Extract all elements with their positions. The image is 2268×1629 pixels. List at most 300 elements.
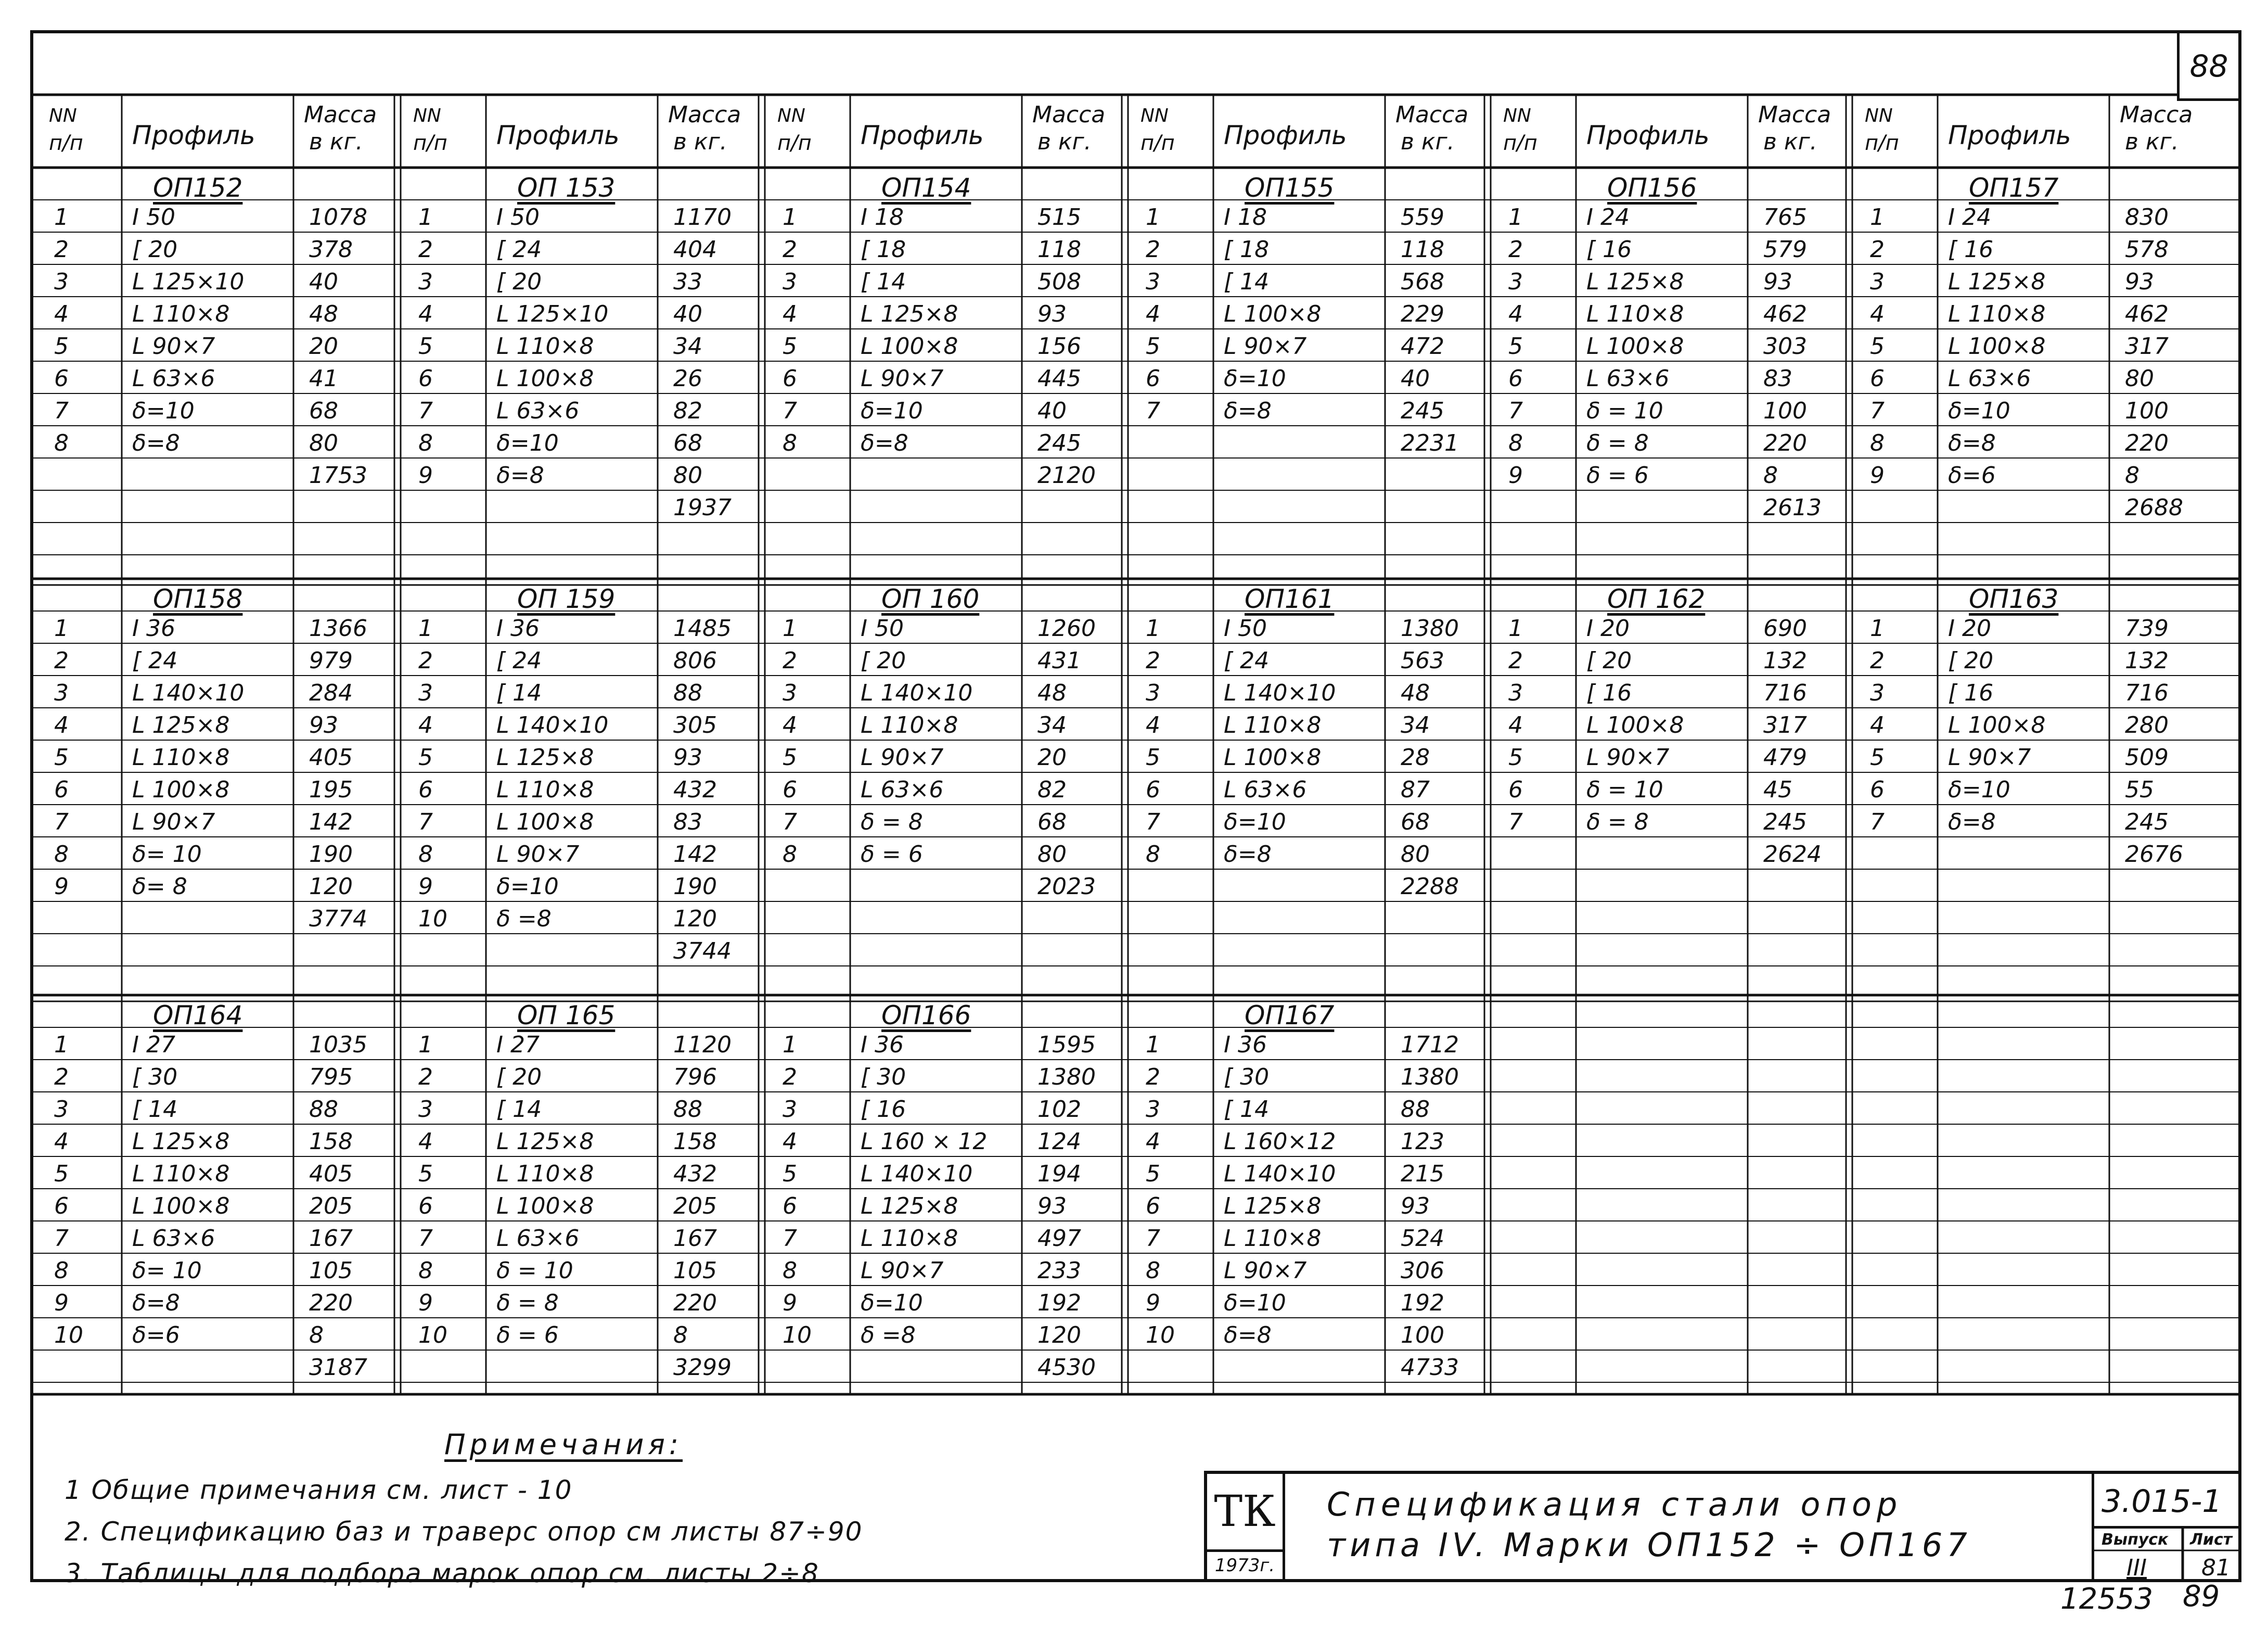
row-profile: [ 20 xyxy=(861,647,906,674)
header-nn: NN xyxy=(777,105,805,126)
row-number: 6 xyxy=(1146,777,1160,803)
row-profile: L 63×6 xyxy=(496,1225,580,1252)
row-number: 9 xyxy=(54,873,69,900)
row-number: 5 xyxy=(1870,333,1885,360)
row-mass: 2120 xyxy=(1037,462,1096,489)
header-nn-sub: п/п xyxy=(49,131,83,155)
row-number: 4 xyxy=(418,1128,433,1155)
row-mass: 462 xyxy=(1763,301,1807,327)
row-profile: [ 20 xyxy=(496,269,542,295)
row-profile: L 110×8 xyxy=(496,333,594,360)
row-profile: L 100×8 xyxy=(861,333,958,360)
row-number: 5 xyxy=(418,744,433,771)
row-number: 6 xyxy=(1870,365,1885,392)
row-profile: δ = 10 xyxy=(1586,777,1663,803)
row-number: 4 xyxy=(1146,1128,1160,1155)
row-number: 7 xyxy=(54,1225,69,1252)
row-mass: 132 xyxy=(1763,647,1807,674)
row-profile: L 90×7 xyxy=(1948,744,2031,771)
row-mass: 2288 xyxy=(1401,873,1459,900)
row-profile: δ=8 xyxy=(132,430,180,456)
block-title: ОП155 xyxy=(1245,173,1335,203)
block-title: ОП161 xyxy=(1245,584,1335,614)
row-mass: 229 xyxy=(1401,301,1444,327)
row-number: 8 xyxy=(1146,1257,1160,1284)
row-number: 1 xyxy=(1146,615,1160,642)
header-nn-sub: п/п xyxy=(1141,131,1175,155)
block-title: ОП154 xyxy=(881,173,971,203)
row-profile: δ=10 xyxy=(496,430,559,456)
row-mass: 190 xyxy=(673,873,717,900)
row-mass: 432 xyxy=(673,777,717,803)
row-mass: 431 xyxy=(1037,647,1081,674)
block-title: ОП156 xyxy=(1607,173,1697,203)
row-number: 3 xyxy=(783,269,797,295)
header-mass-unit: в кг. xyxy=(673,129,727,155)
header-mass-unit: в кг. xyxy=(1401,129,1455,155)
row-mass: 105 xyxy=(673,1257,717,1284)
row-number: 1 xyxy=(783,1032,797,1058)
row-mass: 1937 xyxy=(673,494,732,521)
row-profile: L 63×6 xyxy=(132,365,215,392)
row-number: 5 xyxy=(54,333,69,360)
row-profile: L 125×8 xyxy=(1586,269,1684,295)
row-mass: 40 xyxy=(1401,365,1430,392)
row-profile: L 90×7 xyxy=(1224,1257,1307,1284)
row-mass: 68 xyxy=(309,398,338,424)
header-mass: Масса xyxy=(1395,101,1469,128)
row-profile: L 110×8 xyxy=(132,744,230,771)
row-number: 1 xyxy=(1870,204,1885,231)
row-profile: [ 14 xyxy=(1224,269,1270,295)
row-mass: 20 xyxy=(309,333,338,360)
row-mass: 8 xyxy=(1763,462,1778,489)
row-number: 10 xyxy=(418,906,447,932)
row-number: 7 xyxy=(54,398,69,424)
row-mass: 4733 xyxy=(1401,1354,1459,1381)
block-title: ОП 159 xyxy=(517,584,616,614)
row-number: 1 xyxy=(54,1032,69,1058)
row-number: 8 xyxy=(1870,430,1885,456)
header-nn: NN xyxy=(1141,105,1169,126)
row-mass: 795 xyxy=(309,1064,353,1090)
row-profile: δ = 8 xyxy=(1586,809,1649,835)
row-profile: I 18 xyxy=(1224,204,1267,231)
row-number: 4 xyxy=(1146,712,1160,739)
row-mass: 579 xyxy=(1763,236,1807,263)
row-profile: δ = 10 xyxy=(1586,398,1663,424)
row-number: 7 xyxy=(783,1225,797,1252)
block-title: ОП152 xyxy=(153,173,243,203)
issue-value: III xyxy=(2126,1555,2147,1581)
sheet-label: Лист xyxy=(2190,1531,2233,1549)
row-mass: 317 xyxy=(1763,712,1807,739)
row-profile: δ=10 xyxy=(1224,365,1286,392)
row-number: 3 xyxy=(1146,1096,1160,1123)
row-number: 2 xyxy=(783,1064,797,1090)
row-mass: 378 xyxy=(309,236,353,263)
row-mass: 245 xyxy=(1037,430,1081,456)
row-number: 9 xyxy=(1146,1290,1160,1316)
row-number: 4 xyxy=(418,301,433,327)
row-profile: I 50 xyxy=(861,615,904,642)
row-profile: δ = 6 xyxy=(1586,462,1649,489)
row-mass: 317 xyxy=(2125,333,2169,360)
row-number: 7 xyxy=(418,398,433,424)
row-mass: 716 xyxy=(2125,680,2169,706)
row-profile: [ 24 xyxy=(496,236,542,263)
row-mass: 68 xyxy=(1401,809,1430,835)
row-number: 9 xyxy=(1870,462,1885,489)
notes-title: Примечания: xyxy=(444,1428,683,1461)
row-number: 8 xyxy=(783,1257,797,1284)
row-profile: δ= 8 xyxy=(132,873,187,900)
row-mass: 1260 xyxy=(1037,615,1096,642)
row-mass: 1035 xyxy=(309,1032,367,1058)
row-mass: 405 xyxy=(309,1161,353,1187)
row-number: 4 xyxy=(1870,712,1885,739)
row-mass: 1595 xyxy=(1037,1032,1096,1058)
row-number: 4 xyxy=(54,712,69,739)
row-mass: 26 xyxy=(673,365,702,392)
row-mass: 87 xyxy=(1401,777,1430,803)
row-number: 2 xyxy=(54,236,69,263)
row-mass: 462 xyxy=(2125,301,2169,327)
row-profile: L 90×7 xyxy=(496,841,580,868)
row-mass: 194 xyxy=(1037,1161,1081,1187)
row-mass: 93 xyxy=(673,744,702,771)
row-profile: I 18 xyxy=(861,204,904,231)
row-mass: 80 xyxy=(673,462,702,489)
row-number: 9 xyxy=(1508,462,1523,489)
row-profile: L 100×8 xyxy=(1586,333,1684,360)
row-profile: L 90×7 xyxy=(861,744,944,771)
header-mass: Масса xyxy=(1032,101,1106,128)
row-profile: L 110×8 xyxy=(1224,1225,1322,1252)
row-mass: 578 xyxy=(2125,236,2169,263)
row-number: 3 xyxy=(1146,680,1160,706)
row-profile: L 90×7 xyxy=(861,1257,944,1284)
row-profile: δ=10 xyxy=(861,1290,923,1316)
block-title: ОП166 xyxy=(881,1000,971,1030)
row-number: 2 xyxy=(54,647,69,674)
row-number: 3 xyxy=(1508,680,1523,706)
stamp-title-line2: типа IV. Марки ОП152 ÷ ОП167 xyxy=(1327,1526,1971,1564)
row-profile: L 125×8 xyxy=(496,1128,594,1155)
row-profile: L 90×7 xyxy=(1586,744,1670,771)
footer-number: 12553 xyxy=(2060,1582,2154,1616)
row-mass: 765 xyxy=(1763,204,1807,231)
row-number: 1 xyxy=(1870,615,1885,642)
note-3: 3. Таблицы для подбора марок опор см. листы 2÷8 xyxy=(65,1558,819,1588)
row-profile: δ = 8 xyxy=(861,809,923,835)
row-profile: I 27 xyxy=(496,1032,540,1058)
title-block xyxy=(1204,1471,2238,1579)
row-profile: L 63×6 xyxy=(496,398,580,424)
row-mass: 303 xyxy=(1763,333,1807,360)
row-profile: L 125×10 xyxy=(132,269,245,295)
header-nn: NN xyxy=(1865,105,1893,126)
row-mass: 118 xyxy=(1401,236,1444,263)
row-profile: L 63×6 xyxy=(1948,365,2031,392)
header-profile: Профиль xyxy=(1948,120,2071,150)
header-profile: Профиль xyxy=(132,120,255,150)
row-profile: L 63×6 xyxy=(1224,777,1307,803)
row-mass: 1485 xyxy=(673,615,732,642)
row-number: 3 xyxy=(54,1096,69,1123)
row-mass: 83 xyxy=(673,809,702,835)
row-mass: 93 xyxy=(1401,1193,1430,1219)
row-number: 5 xyxy=(54,744,69,771)
footer-page: 89 xyxy=(2183,1580,2220,1613)
row-number: 8 xyxy=(418,430,433,456)
row-mass: 233 xyxy=(1037,1257,1081,1284)
row-number: 3 xyxy=(1508,269,1523,295)
row-mass: 245 xyxy=(1401,398,1444,424)
row-profile: δ=8 xyxy=(496,462,544,489)
row-profile: L 100×8 xyxy=(1948,333,2046,360)
row-profile: L 125×8 xyxy=(861,301,958,327)
row-mass: 68 xyxy=(1037,809,1067,835)
note-2: 2. Спецификацию баз и траверс опор см листы 87÷90 xyxy=(65,1517,863,1547)
row-mass: 167 xyxy=(309,1225,353,1252)
row-profile: δ = 8 xyxy=(1586,430,1649,456)
row-mass: 190 xyxy=(309,841,353,868)
row-mass: 55 xyxy=(2125,777,2154,803)
row-number: 4 xyxy=(1870,301,1885,327)
row-number: 8 xyxy=(1146,841,1160,868)
row-profile: [ 14 xyxy=(861,269,906,295)
row-mass: 93 xyxy=(309,712,338,739)
row-mass: 142 xyxy=(673,841,717,868)
row-mass: 404 xyxy=(673,236,717,263)
row-number: 6 xyxy=(418,777,433,803)
row-mass: 1753 xyxy=(309,462,367,489)
row-profile: L 63×6 xyxy=(1586,365,1670,392)
row-mass: 472 xyxy=(1401,333,1444,360)
row-profile: I 24 xyxy=(1586,204,1630,231)
row-number: 1 xyxy=(54,615,69,642)
row-number: 3 xyxy=(783,1096,797,1123)
row-number: 9 xyxy=(418,873,433,900)
row-mass: 88 xyxy=(673,1096,702,1123)
row-number: 6 xyxy=(1508,777,1523,803)
row-mass: 1170 xyxy=(673,204,732,231)
row-mass: 82 xyxy=(673,398,702,424)
row-mass: 568 xyxy=(1401,269,1444,295)
row-profile: [ 14 xyxy=(132,1096,178,1123)
header-nn-sub: п/п xyxy=(777,131,812,155)
row-profile: L 100×8 xyxy=(132,777,230,803)
row-mass: 28 xyxy=(1401,744,1430,771)
row-profile: I 36 xyxy=(132,615,175,642)
document-code: 3.015-1 xyxy=(2102,1483,2222,1520)
row-number: 1 xyxy=(54,204,69,231)
row-mass: 195 xyxy=(309,777,353,803)
row-profile: L 63×6 xyxy=(861,777,944,803)
row-number: 8 xyxy=(54,1257,69,1284)
row-mass: 88 xyxy=(309,1096,338,1123)
row-mass: 1366 xyxy=(309,615,367,642)
row-number: 2 xyxy=(1146,1064,1160,1090)
row-profile: L 90×7 xyxy=(132,333,215,360)
row-profile: [ 16 xyxy=(1948,680,1994,706)
row-mass: 93 xyxy=(1037,301,1067,327)
row-profile: L 110×8 xyxy=(496,777,594,803)
row-profile: L 125×8 xyxy=(496,744,594,771)
row-profile: L 125×8 xyxy=(132,712,230,739)
row-number: 4 xyxy=(54,301,69,327)
row-number: 8 xyxy=(418,1257,433,1284)
row-mass: 80 xyxy=(309,430,338,456)
row-mass: 158 xyxy=(309,1128,353,1155)
header-profile: Профиль xyxy=(1224,120,1347,150)
row-profile: δ = 8 xyxy=(496,1290,559,1316)
row-profile: δ=10 xyxy=(1224,809,1286,835)
row-mass: 524 xyxy=(1401,1225,1444,1252)
row-profile: [ 14 xyxy=(496,1096,542,1123)
row-number: 5 xyxy=(1146,744,1160,771)
stamp-year: 1973г. xyxy=(1207,1552,1285,1579)
row-profile: δ=6 xyxy=(1948,462,1996,489)
header-mass-unit: в кг. xyxy=(309,129,363,155)
row-mass: 100 xyxy=(1763,398,1807,424)
row-number: 1 xyxy=(418,204,433,231)
row-number: 2 xyxy=(1508,647,1523,674)
row-mass: 2023 xyxy=(1037,873,1096,900)
header-profile: Профиль xyxy=(861,120,984,150)
row-profile: L 110×8 xyxy=(496,1161,594,1187)
row-profile: L 140×10 xyxy=(132,680,245,706)
row-mass: 40 xyxy=(673,301,702,327)
row-profile: [ 20 xyxy=(1586,647,1632,674)
row-mass: 690 xyxy=(1763,615,1807,642)
row-number: 10 xyxy=(783,1322,812,1348)
row-number: 3 xyxy=(418,269,433,295)
row-mass: 158 xyxy=(673,1128,717,1155)
row-profile: [ 24 xyxy=(496,647,542,674)
row-mass: 2688 xyxy=(2125,494,2183,521)
row-profile: I 20 xyxy=(1948,615,1991,642)
row-profile: L 100×8 xyxy=(1948,712,2046,739)
note-1: 1 Общие примечания см. лист - 10 xyxy=(65,1475,573,1505)
row-mass: 167 xyxy=(673,1225,717,1252)
row-mass: 559 xyxy=(1401,204,1444,231)
row-profile: L 100×8 xyxy=(496,1193,594,1219)
row-profile: L 100×8 xyxy=(1224,744,1322,771)
row-number: 2 xyxy=(54,1064,69,1090)
row-number: 5 xyxy=(54,1161,69,1187)
row-profile: I 50 xyxy=(132,204,175,231)
drawing-sheet xyxy=(30,30,2241,1588)
row-mass: 1380 xyxy=(1401,615,1459,642)
row-mass: 34 xyxy=(1037,712,1067,739)
row-profile: [ 30 xyxy=(1224,1064,1270,1090)
row-number: 1 xyxy=(418,615,433,642)
sheet-number: 88 xyxy=(2177,33,2238,101)
row-profile: L 110×8 xyxy=(132,1161,230,1187)
row-mass: 93 xyxy=(2125,269,2154,295)
row-profile: [ 14 xyxy=(1224,1096,1270,1123)
row-mass: 220 xyxy=(309,1290,353,1316)
row-mass: 48 xyxy=(1037,680,1067,706)
row-number: 7 xyxy=(783,809,797,835)
row-mass: 68 xyxy=(673,430,702,456)
row-mass: 123 xyxy=(1401,1128,1444,1155)
row-number: 10 xyxy=(1146,1322,1175,1348)
row-profile: I 27 xyxy=(132,1032,175,1058)
row-number: 3 xyxy=(1146,269,1160,295)
header-nn-sub: п/п xyxy=(1503,131,1537,155)
row-profile: δ=8 xyxy=(1224,841,1272,868)
row-number: 8 xyxy=(783,841,797,868)
row-mass: 100 xyxy=(2125,398,2169,424)
row-mass: 739 xyxy=(2125,615,2169,642)
row-mass: 2624 xyxy=(1763,841,1822,868)
row-profile: δ =8 xyxy=(496,906,552,932)
row-profile: I 50 xyxy=(1224,615,1267,642)
row-mass: 93 xyxy=(1763,269,1792,295)
header-nn: NN xyxy=(1503,105,1531,126)
row-number: 4 xyxy=(783,1128,797,1155)
row-profile: L 110×8 xyxy=(861,1225,958,1252)
row-number: 7 xyxy=(1146,809,1160,835)
row-number: 6 xyxy=(783,777,797,803)
row-number: 7 xyxy=(1146,398,1160,424)
row-number: 7 xyxy=(1508,398,1523,424)
row-mass: 34 xyxy=(1401,712,1430,739)
row-profile: L 140×10 xyxy=(861,680,973,706)
row-number: 6 xyxy=(418,365,433,392)
row-mass: 806 xyxy=(673,647,717,674)
row-profile: L 140×10 xyxy=(1224,1161,1336,1187)
header-nn-sub: п/п xyxy=(1865,131,1899,155)
row-mass: 80 xyxy=(1401,841,1430,868)
row-mass: 192 xyxy=(1401,1290,1444,1316)
row-number: 6 xyxy=(418,1193,433,1219)
row-profile: L 125×8 xyxy=(1948,269,2046,295)
header-nn-sub: п/п xyxy=(413,131,447,155)
row-number: 5 xyxy=(783,744,797,771)
header-mass: Масса xyxy=(304,101,377,128)
row-mass: 48 xyxy=(1401,680,1430,706)
row-number: 6 xyxy=(1508,365,1523,392)
row-profile: δ=6 xyxy=(132,1322,180,1348)
row-number: 6 xyxy=(54,365,69,392)
row-number: 3 xyxy=(54,269,69,295)
row-mass: 220 xyxy=(673,1290,717,1316)
block-title: ОП 153 xyxy=(517,173,616,203)
row-mass: 716 xyxy=(1763,680,1807,706)
row-profile: δ=10 xyxy=(132,398,195,424)
row-mass: 1380 xyxy=(1037,1064,1096,1090)
header-mass: Масса xyxy=(2120,101,2193,128)
row-profile: [ 24 xyxy=(132,647,178,674)
row-mass: 2676 xyxy=(2125,841,2183,868)
block-title: ОП157 xyxy=(1969,173,2059,203)
row-profile: [ 16 xyxy=(861,1096,906,1123)
row-mass: 305 xyxy=(673,712,717,739)
block-title: ОП158 xyxy=(153,584,243,614)
row-mass: 105 xyxy=(309,1257,353,1284)
row-profile: L 160 × 12 xyxy=(861,1128,988,1155)
row-mass: 306 xyxy=(1401,1257,1444,1284)
row-mass: 3774 xyxy=(309,906,367,932)
header-mass-unit: в кг. xyxy=(2125,129,2179,155)
row-profile: [ 20 xyxy=(132,236,178,263)
row-mass: 118 xyxy=(1037,236,1081,263)
row-number: 6 xyxy=(783,365,797,392)
